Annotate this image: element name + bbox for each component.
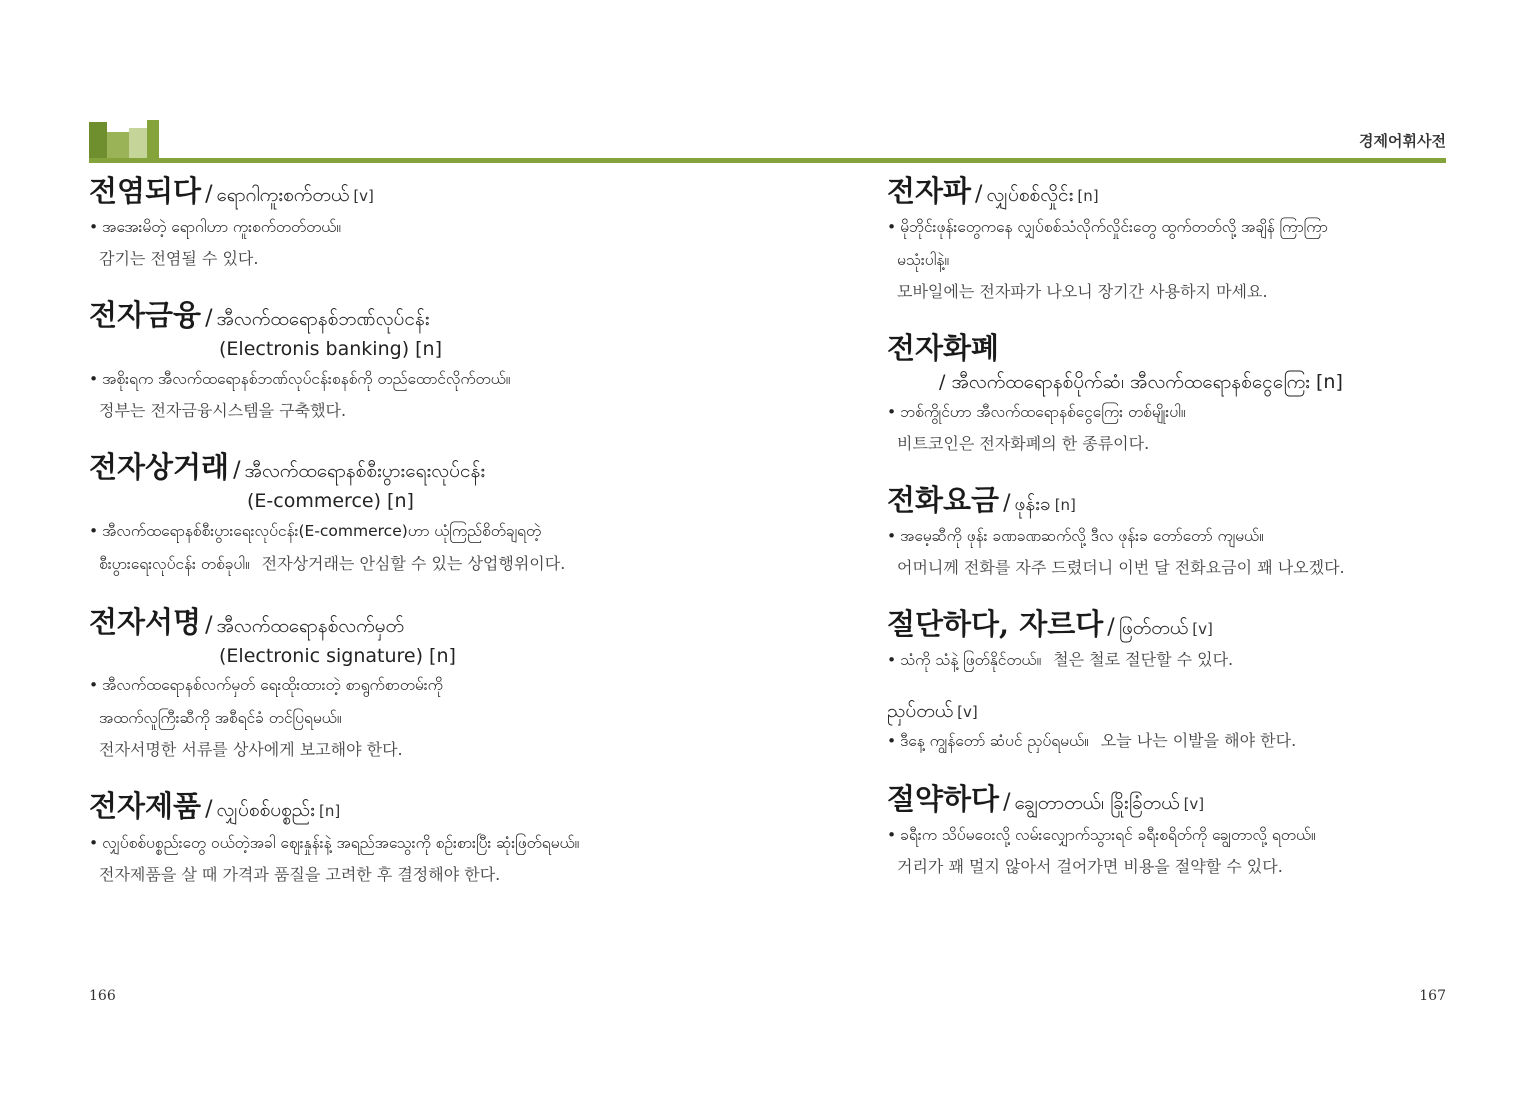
example-text: ခရီးက သိပ်မဝေးလို့ လမ်းလျှောက်သွားရင် ခရီးစရိတ်ကို ချွေတာလို့ ရတယ်။ xyxy=(900,825,1316,844)
separator-slash: / xyxy=(975,182,983,207)
gloss: အီလက်ထရောနစ်လက်မှတ် xyxy=(216,614,405,637)
entry-headline xyxy=(887,481,1447,520)
headword: 전자제품 xyxy=(89,789,202,824)
example-sentence xyxy=(887,644,1447,677)
korean-example: 거리가 꽤 멀지 않아서 걸어가면 비용을 절약할 수 있다. xyxy=(897,856,1283,876)
entry-headline xyxy=(887,699,1447,725)
example-sentence xyxy=(887,520,1447,553)
separator-slash: / xyxy=(205,306,213,332)
part-of-speech: [n] xyxy=(1054,495,1076,514)
logo-block-5 xyxy=(147,120,159,162)
dictionary-entry xyxy=(89,448,729,581)
example-text: အစိုးရက အီလက်ထရောနစ်ဘဏ်လုပ်ငန်းစနစ်ကို တည်ထောင်လိုက်တယ်။ xyxy=(102,369,511,388)
headword: 전자파 xyxy=(887,174,972,208)
bullet: • xyxy=(887,218,897,237)
korean-example: 전자상거래는 안심할 수 있는 상업행위이다. xyxy=(261,553,566,573)
gloss-english: (Electronis banking) [n] xyxy=(219,338,443,361)
entry-headline xyxy=(89,296,729,363)
dictionary-entry xyxy=(887,172,1447,307)
korean-example: 전자제품을 살 때 가격과 품질을 고려한 후 결정해야 한다. xyxy=(99,864,501,884)
logo-block-4 xyxy=(129,128,147,162)
example-text: အမေ့ဆီကို ဖုန်း ခဏခဏဆက်လို့ ဒီလ ဖုန်းခ တော်တော် ကျမယ်။ xyxy=(900,527,1264,546)
separator-slash: / xyxy=(205,182,213,207)
example-continuation xyxy=(89,548,729,581)
headword: 전자화폐 xyxy=(887,331,1000,366)
headword: 전염되다 xyxy=(89,174,202,208)
headword: 절약하다 xyxy=(887,781,1000,816)
example-sentence xyxy=(89,363,729,396)
bullet: • xyxy=(887,825,897,844)
separator-slash: / xyxy=(1003,490,1011,516)
entry-headline xyxy=(89,448,729,515)
gloss: လျှပ်စစ်လှိုင်း xyxy=(986,184,1074,206)
korean-example: 모바일에는 전자파가 나오니 장기간 사용하지 마세요. xyxy=(897,282,1268,302)
book-title: 경제어휘사전 xyxy=(1359,132,1446,150)
left-page-column xyxy=(89,172,729,912)
entry-headline xyxy=(887,605,1447,644)
part-of-speech: [v] xyxy=(1183,794,1205,813)
gloss: ရောဂါကူးစက်တယ် xyxy=(216,184,350,206)
entry-headline xyxy=(89,787,729,826)
example-text: စီးပွားရေးလုပ်ငန်း တစ်ခုပါ။ xyxy=(99,554,250,573)
example-text: လျှပ်စစ်ပစ္စည်းတွေ ဝယ်တဲ့အခါ ဈေးနှုန်းနဲ့ အရည်အသွေးကို စဉ်းစားပြီး ဆုံးဖြတ်ရမယ်။ xyxy=(102,833,580,852)
example-sentence xyxy=(89,515,729,548)
separator-slash: / xyxy=(1003,789,1011,815)
headword: 절단하다, 자르다 xyxy=(887,607,1104,642)
dictionary-entry xyxy=(887,605,1447,677)
separator-slash: / xyxy=(1107,615,1115,641)
dictionary-entry xyxy=(887,329,1447,459)
dictionary-entry xyxy=(887,780,1447,882)
example-continuation: မသုံးပါနဲ့။ xyxy=(897,251,950,270)
example-text: အီလက်ထရောနစ်လက်မှတ် ရေးထိုးထားတဲ့ စာရွက်စာတမ်းကို xyxy=(102,676,443,695)
headword: 전화요금 xyxy=(887,482,1000,517)
gloss: ညှပ်တယ် xyxy=(887,700,954,723)
example-sentence xyxy=(887,396,1447,429)
bullet: • xyxy=(89,676,99,695)
korean-example: 전자서명한 서류를 상사에게 보고해야 한다. xyxy=(99,740,403,760)
gloss: / အီလက်ထရောနစ်ပိုက်ဆံ၊ အီလက်ထရောနစ်ငွေကြေး [n] xyxy=(939,371,1343,394)
example-text: အအေးမိတဲ့ ရောဂါဟာ ကူးစက်တတ်တယ်။ xyxy=(102,218,341,237)
part-of-speech: [n] xyxy=(318,802,341,821)
example-sentence xyxy=(887,819,1447,852)
bullet: • xyxy=(89,369,99,388)
example-sentence xyxy=(89,669,729,702)
page-number-left: 166 xyxy=(89,988,116,1004)
gloss: အီလက်ထရောနစ်ဘဏ်လုပ်ငန်း xyxy=(216,308,430,331)
gloss-english: (E-commerce) [n] xyxy=(247,490,414,513)
dictionary-entry xyxy=(887,699,1447,758)
example-text: ဘစ်ကွိုင်ဟာ အီလက်ထရောနစ်ငွေကြေး တစ်မျိုးပါ။ xyxy=(900,402,1186,421)
right-page-column xyxy=(887,172,1447,904)
dictionary-entry xyxy=(89,296,729,426)
example-text: အီလက်ထရောနစ်စီးပွားရေးလုပ်ငန်း(E-commerce)ဟာ ယုံကြည်စိတ်ချရတဲ့ xyxy=(102,521,542,540)
page-number-right: 167 xyxy=(1419,988,1446,1004)
bullet: • xyxy=(89,833,99,852)
gloss: လျှပ်စစ်ပစ္စည်း xyxy=(216,799,315,822)
example-sentence xyxy=(887,725,1447,758)
headword: 전자금융 xyxy=(89,298,202,333)
entry-headline xyxy=(887,780,1447,819)
korean-example: 비트코인은 전자화폐의 한 종류이다. xyxy=(897,433,1150,453)
gloss: ဖုန်းခ xyxy=(1014,492,1051,515)
part-of-speech: [v] xyxy=(1192,620,1213,639)
gloss: အီလက်ထရောနစ်စီးပွားရေးလုပ်ငန်း xyxy=(244,459,486,482)
part-of-speech: [n] xyxy=(1077,187,1099,205)
entry-headline xyxy=(887,329,1447,396)
dictionary-entry xyxy=(89,787,729,889)
korean-example: 감기는 전염될 수 있다. xyxy=(99,249,259,269)
bullet: • xyxy=(887,527,897,546)
example-text: မိုဘိုင်းဖုန်းတွေကနေ လျှပ်စစ်သံလိုက်လှိုင်းတွေ ထွက်တတ်လို့ အချိန် ကြာကြာ xyxy=(900,218,1328,237)
example-sentence xyxy=(89,827,729,860)
dictionary-entry xyxy=(887,481,1447,583)
headword: 전자서명 xyxy=(89,604,202,639)
entry-headline xyxy=(89,603,729,670)
korean-example: 정부는 전자금융시스템을 구축했다. xyxy=(99,400,347,420)
bullet: • xyxy=(89,521,99,540)
example-sentence xyxy=(89,211,729,244)
korean-example: 어머니께 전화를 자주 드렸더니 이번 달 전화요금이 꽤 나오겠다. xyxy=(897,558,1345,578)
gloss: ချွေတာတယ်၊ ခြိုးခြံတယ် xyxy=(1014,791,1180,814)
separator-slash: / xyxy=(205,612,213,638)
separator-slash: / xyxy=(205,797,213,823)
bullet: • xyxy=(887,731,897,750)
headword: 전자상거래 xyxy=(89,449,230,484)
example-text: သံကို သံနဲ့ ဖြတ်နိုင်တယ်။ xyxy=(900,651,1042,670)
logo-block-2 xyxy=(89,122,107,162)
example-sentence xyxy=(887,211,1447,244)
korean-example: 오늘 나는 이발을 해야 한다. xyxy=(1100,730,1297,750)
entry-headline xyxy=(89,172,729,211)
example-continuation: အထက်လူကြီးဆီကို အစီရင်ခံ တင်ပြရမယ်။ xyxy=(99,709,342,728)
gloss-english: (Electronic signature) [n] xyxy=(219,644,456,667)
separator-slash: / xyxy=(233,457,241,483)
dictionary-entry xyxy=(89,172,729,274)
example-text: ဒီနေ့ ကျွန်တော် ဆံပင် ညှပ်ရမယ်။ xyxy=(900,731,1089,750)
bullet: • xyxy=(887,651,897,670)
bullet: • xyxy=(887,402,897,421)
korean-example: 철은 철로 절단할 수 있다. xyxy=(1053,650,1234,670)
part-of-speech: [v] xyxy=(353,187,374,205)
dictionary-entry xyxy=(89,603,729,766)
entry-headline xyxy=(887,172,1447,211)
header-rule xyxy=(89,158,1446,163)
book-logo xyxy=(89,117,159,162)
bullet: • xyxy=(89,218,99,237)
part-of-speech: [v] xyxy=(957,703,978,722)
gloss: ဖြတ်တယ် xyxy=(1118,617,1189,640)
